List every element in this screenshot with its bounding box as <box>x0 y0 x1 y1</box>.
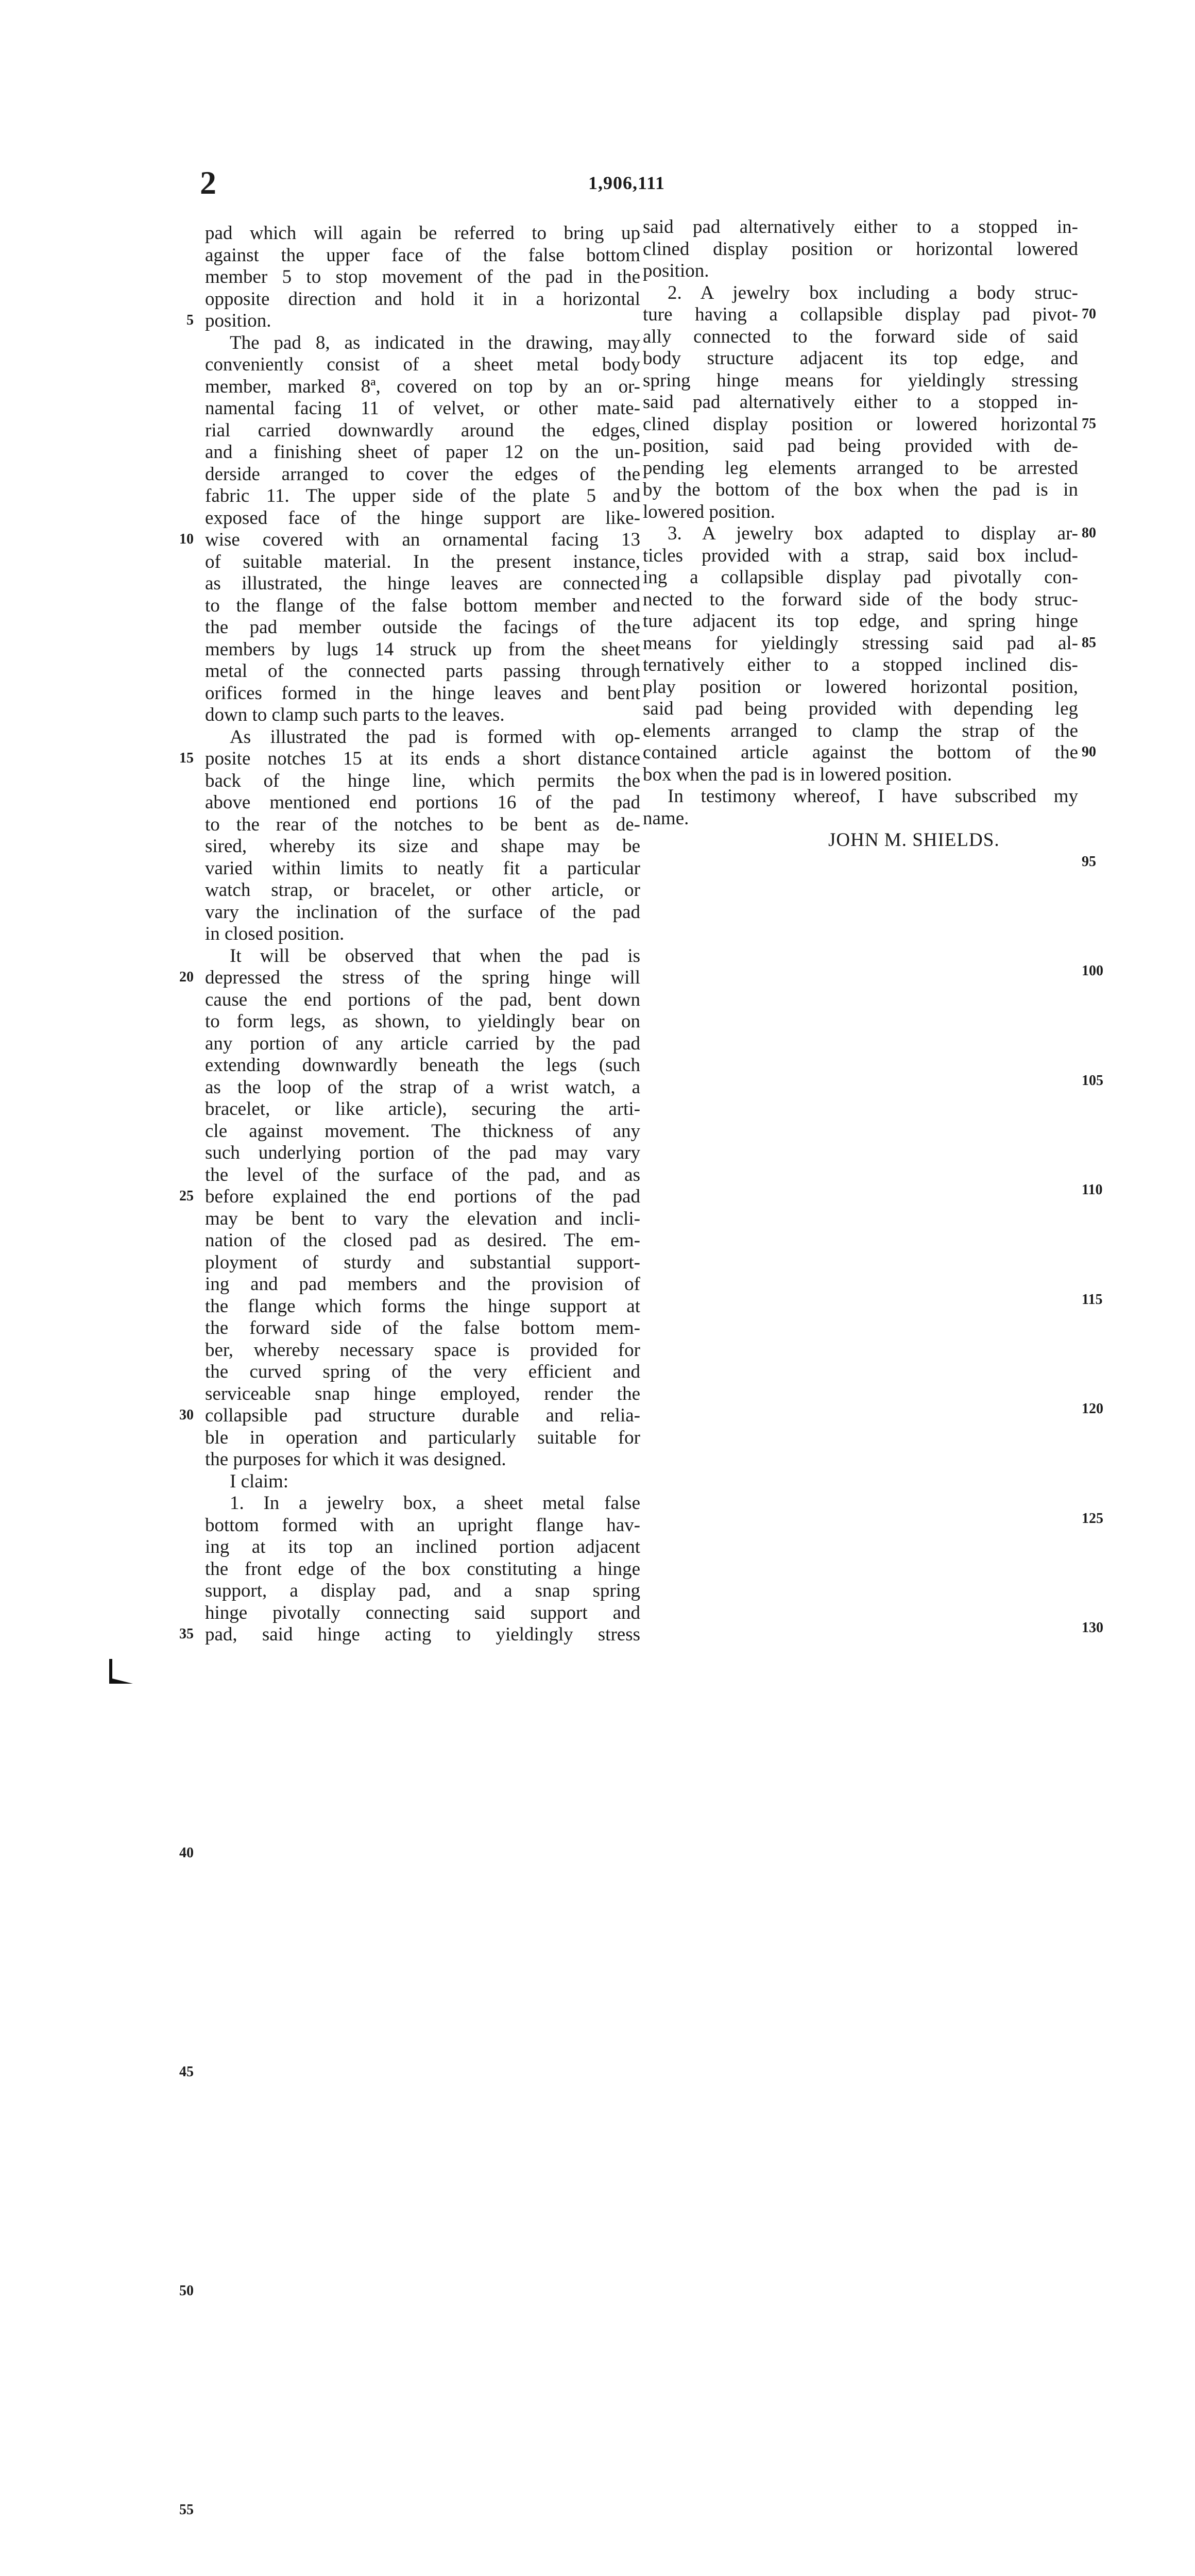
text-line: the pad member outside the facings of the <box>205 617 640 638</box>
text-line: metal of the connected parts passing through <box>205 660 640 682</box>
text-line: ally connected to the forward side of said <box>643 326 1078 347</box>
line-number: 85 <box>1082 634 1096 651</box>
text-line: It will be observed that when the pad is <box>230 945 640 967</box>
text-line: pad, said hinge acting to yieldingly stress <box>205 1624 640 1645</box>
line-number: 45 <box>179 2064 194 2080</box>
text-line: namental facing 11 of velvet, or other mate- <box>205 398 640 419</box>
text-line: bottom formed with an upright flange hav- <box>205 1514 640 1536</box>
text-line: play position or lowered horizontal position, <box>643 676 1078 698</box>
text-line: clined display position or horizontal lowered <box>643 238 1078 260</box>
text-line: to form legs, as shown, to yieldingly bear on <box>205 1011 640 1032</box>
text-line: 2. A jewelry box including a body struc- <box>668 282 1078 303</box>
text-line: position. <box>205 310 271 331</box>
text-line: to the flange of the false bottom member and <box>205 595 640 616</box>
text-line: ble in operation and particularly suitable for <box>205 1427 640 1448</box>
text-line: above mentioned end portions 16 of the pad <box>205 792 640 813</box>
line-number: 125 <box>1082 1510 1103 1527</box>
text-line: The pad 8, as indicated in the drawing, may <box>230 332 640 353</box>
text-line: opposite direction and hold it in a horizontal <box>205 288 640 310</box>
text-line: as illustrated, the hinge leaves are connected <box>205 573 640 594</box>
text-line: contained article against the bottom of the <box>643 742 1078 763</box>
text-line: 3. A jewelry box adapted to display ar- <box>668 523 1078 544</box>
page-number: 2 <box>200 164 216 201</box>
text-line: nation of the closed pad as desired. The em- <box>205 1230 640 1251</box>
text-line: spring hinge means for yieldingly stressing <box>643 369 1078 391</box>
text-line: I claim: <box>230 1470 289 1492</box>
line-number: 100 <box>1082 963 1103 979</box>
right-text-column <box>643 216 1078 852</box>
text-line: in closed position. <box>205 923 345 944</box>
text-line: the front edge of the box constituting a hinge <box>205 1558 640 1580</box>
text-line: the purposes for which it was designed. <box>205 1449 506 1470</box>
line-number: 115 <box>1082 1291 1103 1308</box>
line-number: 10 <box>179 531 194 547</box>
text-line: the flange which forms the hinge support at <box>205 1295 640 1317</box>
line-number: 40 <box>179 1845 194 1861</box>
text-line: elements arranged to clamp the strap of the <box>643 720 1078 741</box>
line-number: 55 <box>179 2502 194 2518</box>
line-number: 30 <box>179 1407 194 1423</box>
text-line: to the rear of the notches to be bent as de- <box>205 814 640 835</box>
line-number: 20 <box>179 969 194 985</box>
text-line: pad which will again be referred to bring up <box>205 223 640 244</box>
line-number: 50 <box>179 2283 194 2299</box>
text-line: ticles provided with a strap, said box includ- <box>643 545 1078 566</box>
line-number: 70 <box>1082 306 1096 322</box>
line-number: 90 <box>1082 744 1096 760</box>
text-line: rial carried downwardly around the edges, <box>205 419 640 441</box>
text-line: serviceable snap hinge employed, render the <box>205 1383 640 1404</box>
text-line: ture having a collapsible display pad pivot- <box>643 304 1078 325</box>
line-number: 75 <box>1082 415 1096 432</box>
line-number: 5 <box>186 312 194 328</box>
line-number: 35 <box>179 1626 194 1642</box>
text-line: ployment of sturdy and substantial support- <box>205 1251 640 1273</box>
text-line: position, said pad being provided with de- <box>643 435 1078 456</box>
text-line: exposed face of the hinge support are like- <box>205 507 640 529</box>
text-line: of suitable material. In the present instance, <box>205 551 640 572</box>
text-line: support, a display pad, and a snap spring <box>205 1580 640 1601</box>
text-line: 1. In a jewelry box, a sheet metal false <box>230 1493 640 1514</box>
text-line: ber, whereby necessary space is provided for <box>205 1339 640 1361</box>
text-line: may be bent to vary the elevation and incli- <box>205 1208 640 1229</box>
text-line: ing at its top an inclined portion adjacent <box>205 1536 640 1557</box>
text-line: body structure adjacent its top edge, and <box>643 348 1078 369</box>
text-line: posite notches 15 at its ends a short distance <box>205 748 640 769</box>
text-line: JOHN M. SHIELDS. <box>828 829 1000 851</box>
line-number: 120 <box>1082 1401 1103 1417</box>
text-line: against the upper face of the false bottom <box>205 244 640 266</box>
text-line: orifices formed in the hinge leaves and bent <box>205 682 640 704</box>
line-number: 105 <box>1082 1072 1103 1089</box>
text-line: said pad alternatively either to a stopped in- <box>643 392 1078 413</box>
text-line: fabric 11. The upper side of the plate 5 and <box>205 485 640 506</box>
text-line: cle against movement. The thickness of any <box>205 1120 640 1142</box>
text-line: members by lugs 14 struck up from the sheet <box>205 638 640 660</box>
text-line: any portion of any article carried by the pad <box>205 1032 640 1054</box>
text-line: extending downwardly beneath the legs (such <box>205 1055 640 1076</box>
text-line: position. <box>643 260 709 281</box>
text-line: the level of the surface of the pad, and as <box>205 1164 640 1185</box>
text-line: varied within limits to neatly fit a particular <box>205 857 640 879</box>
text-line: means for yieldingly stressing said pad al- <box>643 632 1078 654</box>
text-line: conveniently consist of a sheet metal body <box>205 354 640 375</box>
text-line: clined display position or lowered horizontal <box>643 413 1078 435</box>
text-line: wise covered with an ornamental facing 13 <box>205 529 640 550</box>
text-line: In testimony whereof, I have subscribed my <box>668 786 1078 807</box>
text-line: watch strap, or bracelet, or other article, or <box>205 879 640 901</box>
text-line: derside arranged to cover the edges of the <box>205 463 640 485</box>
text-line: box when the pad is in lowered position. <box>643 764 952 785</box>
text-line: As illustrated the pad is formed with op- <box>230 726 640 748</box>
text-line: sired, whereby its size and shape may be <box>205 836 640 857</box>
line-number: 25 <box>179 1188 194 1204</box>
text-line: as the loop of the strap of a wrist watch, a <box>205 1076 640 1098</box>
line-number: 15 <box>179 750 194 766</box>
left-text-column <box>205 223 640 1646</box>
text-line: cause the end portions of the pad, bent down <box>205 989 640 1010</box>
text-line: member, marked 8ª, covered on top by an or- <box>205 376 640 397</box>
line-number: 80 <box>1082 525 1096 541</box>
text-line: nected to the forward side of the body struc- <box>643 588 1078 610</box>
text-line: vary the inclination of the surface of the pad <box>205 901 640 923</box>
text-line: depressed the stress of the spring hinge will <box>205 967 640 988</box>
line-number: 95 <box>1082 853 1096 870</box>
patent-number: 1,906,111 <box>588 173 665 193</box>
text-line: hinge pivotally connecting said support and <box>205 1602 640 1623</box>
text-line: the curved spring of the very efficient and <box>205 1361 640 1382</box>
line-number: 110 <box>1082 1182 1103 1198</box>
line-number: 130 <box>1082 1620 1103 1636</box>
text-line: by the bottom of the box when the pad is in <box>643 479 1078 500</box>
text-line: ing and pad members and the provision of <box>205 1274 640 1295</box>
text-line: the forward side of the false bottom mem- <box>205 1317 640 1338</box>
text-line: member 5 to stop movement of the pad in the <box>205 266 640 287</box>
text-line: collapsible pad structure durable and relia- <box>205 1405 640 1426</box>
text-line: and a finishing sheet of paper 12 on the un- <box>205 442 640 463</box>
text-line: said pad alternatively either to a stopped in- <box>643 216 1078 238</box>
text-line: back of the hinge line, which permits the <box>205 770 640 791</box>
text-line: ternatively either to a stopped inclined dis- <box>643 654 1078 675</box>
corner-mark-icon <box>109 1659 133 1684</box>
text-line: bracelet, or like article), securing the arti- <box>205 1098 640 1120</box>
text-line: name. <box>643 807 689 829</box>
text-line: ture adjacent its top edge, and spring hinge <box>643 611 1078 632</box>
text-line: such underlying portion of the pad may vary <box>205 1142 640 1163</box>
text-line: said pad being provided with depending leg <box>643 698 1078 719</box>
text-line: ing a collapsible display pad pivotally con- <box>643 567 1078 588</box>
text-line: lowered position. <box>643 501 775 522</box>
text-line: pending leg elements arranged to be arrested <box>643 457 1078 479</box>
text-line: before explained the end portions of the pad <box>205 1186 640 1207</box>
text-line: down to clamp such parts to the leaves. <box>205 704 505 725</box>
